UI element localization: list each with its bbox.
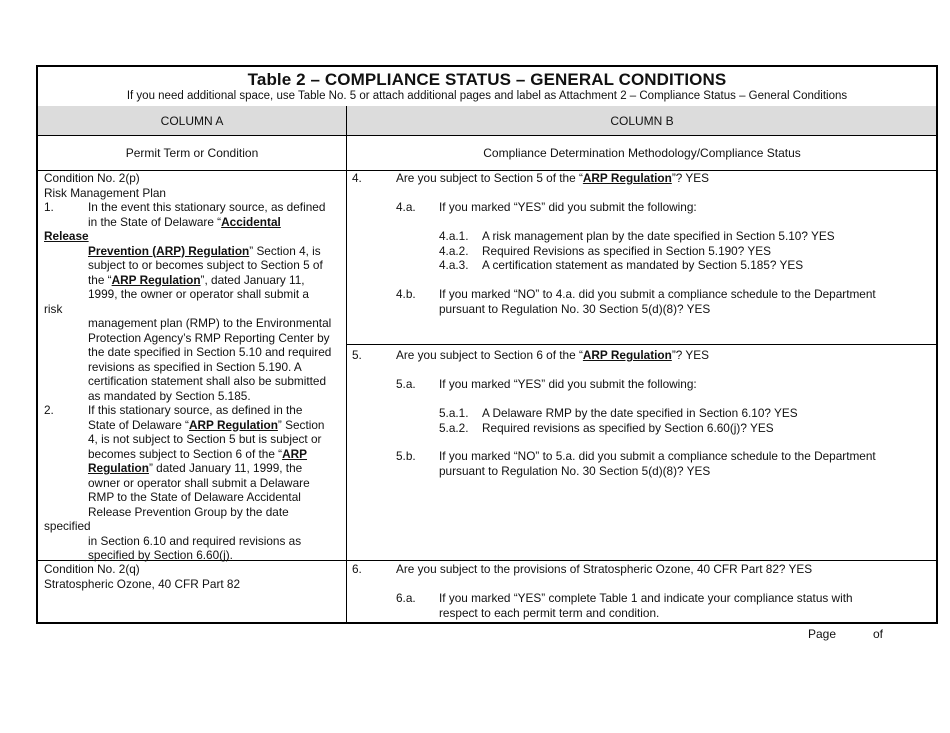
text-line: Protection Agency’s RMP Reporting Center by	[88, 330, 330, 345]
text-line: pursuant to Regulation No. 30 Section 5(d)(8)? YES	[439, 301, 711, 316]
text-line: revisions as specified in Section 5.190. A	[88, 359, 302, 374]
text-run: ” Section 4, is	[249, 243, 321, 258]
text-line: In the event this stationary source, as defined	[88, 200, 326, 214]
text-line: as mandated by Section 5.185.	[88, 388, 251, 403]
text-line: If you marked “YES” did you submit the following:	[439, 200, 697, 214]
sub-number: 6.a.	[396, 591, 416, 605]
table-subtitle: If you need additional space, use Table No. 5 or attach additional pages and label as Attachment 2 – Compliance Status – General Conditions	[126, 90, 848, 102]
regulation-name: Accidental	[221, 214, 281, 229]
text-line: 1999, the owner or operator shall submit a	[88, 287, 309, 301]
text-line: A Delaware RMP by the date specified in Section 6.10? YES	[482, 406, 798, 420]
sub-number: 5.a.1.	[439, 406, 469, 420]
regulation-name: ARP	[282, 446, 308, 461]
column-b-label: COLUMN B	[610, 114, 674, 128]
question-text: Are you subject to the provisions of Stratospheric Ozone, 40 CFR Part 82? YES	[396, 562, 813, 576]
text-line: the date specified in Section 5.10 and required	[88, 345, 332, 359]
text-line	[88, 244, 321, 259]
text-run: ”, dated January 11,	[200, 272, 305, 287]
column-divider	[346, 106, 347, 623]
regulation-name: ARP Regulation	[188, 417, 278, 432]
text-line: If this stationary source, as defined in the	[88, 403, 303, 417]
text-line	[88, 273, 305, 288]
text-line	[88, 447, 307, 462]
text-line: Required Revisions as specified in Section 5.190? YES	[482, 243, 771, 258]
text-run: Are you subject to Section 6 of the “	[396, 348, 583, 362]
text-run: in the State of Delaware “	[88, 214, 222, 229]
text-line	[88, 215, 281, 230]
text-line: specified by Section 6.60(j).	[88, 548, 233, 562]
text-run: Are you subject to Section 5 of the “	[396, 171, 583, 185]
column-a-label: COLUMN A	[160, 114, 224, 128]
item-number: 2.	[44, 403, 54, 417]
condition-title: Risk Management Plan	[44, 185, 166, 200]
question-text	[396, 171, 709, 186]
question-number: 5.	[352, 348, 362, 362]
text-line: Release Prevention Group by the date	[88, 504, 289, 519]
text-line: owner or operator shall submit a Delaware	[88, 475, 310, 490]
text-line: pursuant to Regulation No. 30 Section 5(d)(8)? YES	[439, 463, 711, 478]
question-number: 6.	[352, 562, 362, 576]
text-line	[88, 418, 324, 433]
q4-q5-divider	[347, 344, 937, 345]
sub-number: 5.a.	[396, 377, 416, 391]
regulation-name: ARP Regulation	[582, 348, 672, 362]
regulation-name: Release	[44, 229, 89, 243]
sub-number: 4.a.2.	[439, 243, 469, 258]
text-line: A risk management plan by the date specified in Section 5.10? YES	[482, 229, 835, 243]
text-line: risk	[44, 301, 63, 316]
compliance-table	[36, 65, 938, 624]
page-of-label: of	[873, 627, 884, 641]
sub-number: 4.a.	[396, 200, 416, 214]
text-line: certification statement shall also be submitted	[88, 374, 327, 388]
text-line: specified	[44, 519, 91, 533]
condition-number: Condition No. 2(p)	[44, 171, 140, 185]
column-subheader-row	[38, 136, 936, 171]
item-number: 1.	[44, 200, 54, 214]
text-run: the “	[88, 272, 112, 287]
regulation-name: ARP Regulation	[582, 171, 672, 185]
text-run: ” dated January 11, 1999, the	[148, 461, 303, 475]
text-line: subject to or becomes subject to Section 5 of	[88, 258, 323, 272]
text-line: respect to each permit term and condition.	[439, 605, 660, 620]
condition-number: Condition No. 2(q)	[44, 562, 140, 576]
column-a-subheader: Permit Term or Condition	[125, 146, 259, 160]
text-run: ”? YES	[671, 348, 709, 362]
text-run: State of Delaware “	[88, 417, 189, 432]
text-run: becomes subject to Section 6 of the “	[88, 446, 283, 461]
table-title: Table 2 – COMPLIANCE STATUS – GENERAL CONDITIONS	[247, 70, 727, 89]
sub-number: 4.b.	[396, 287, 416, 301]
page-label: Page	[808, 627, 837, 641]
condition-title: Stratospheric Ozone, 40 CFR Part 82	[44, 576, 241, 591]
sub-number: 4.a.3.	[439, 258, 469, 272]
table-header	[38, 67, 936, 107]
sub-number: 5.b.	[396, 449, 416, 463]
text-run: ” Section	[277, 417, 325, 432]
text-line: If you marked “YES” complete Table 1 and indicate your compliance status with	[439, 591, 853, 605]
text-run: ”? YES	[671, 171, 709, 185]
text-line: RMP to the State of Delaware Accidental	[88, 490, 301, 504]
regulation-name: Prevention (ARP) Regulation	[88, 243, 250, 258]
regulation-name: Regulation	[88, 461, 149, 475]
regulation-name: ARP Regulation	[111, 272, 201, 287]
column-label-row	[38, 106, 936, 136]
question-text	[396, 348, 709, 363]
text-line: If you marked “YES” did you submit the following:	[439, 377, 697, 391]
text-line: management plan (RMP) to the Environmental	[88, 316, 332, 330]
sub-number: 4.a.1.	[439, 229, 469, 243]
text-line: 4, is not subject to Section 5 but is subject or	[88, 432, 322, 446]
text-line: If you marked “NO” to 5.a. did you submit a compliance schedule to the Department	[439, 449, 876, 463]
text-line: Required revisions as specified by Section 6.60(j)? YES	[482, 420, 774, 435]
text-line: in Section 6.10 and required revisions as	[88, 533, 302, 548]
text-line: If you marked “NO” to 4.a. did you submit a compliance schedule to the Department	[439, 287, 876, 301]
sub-number: 5.a.2.	[439, 420, 469, 435]
question-number: 4.	[352, 171, 362, 185]
column-b-subheader: Compliance Determination Methodology/Compliance Status	[483, 146, 801, 160]
text-line: A certification statement as mandated by Section 5.185? YES	[482, 258, 804, 272]
text-line	[88, 461, 302, 476]
